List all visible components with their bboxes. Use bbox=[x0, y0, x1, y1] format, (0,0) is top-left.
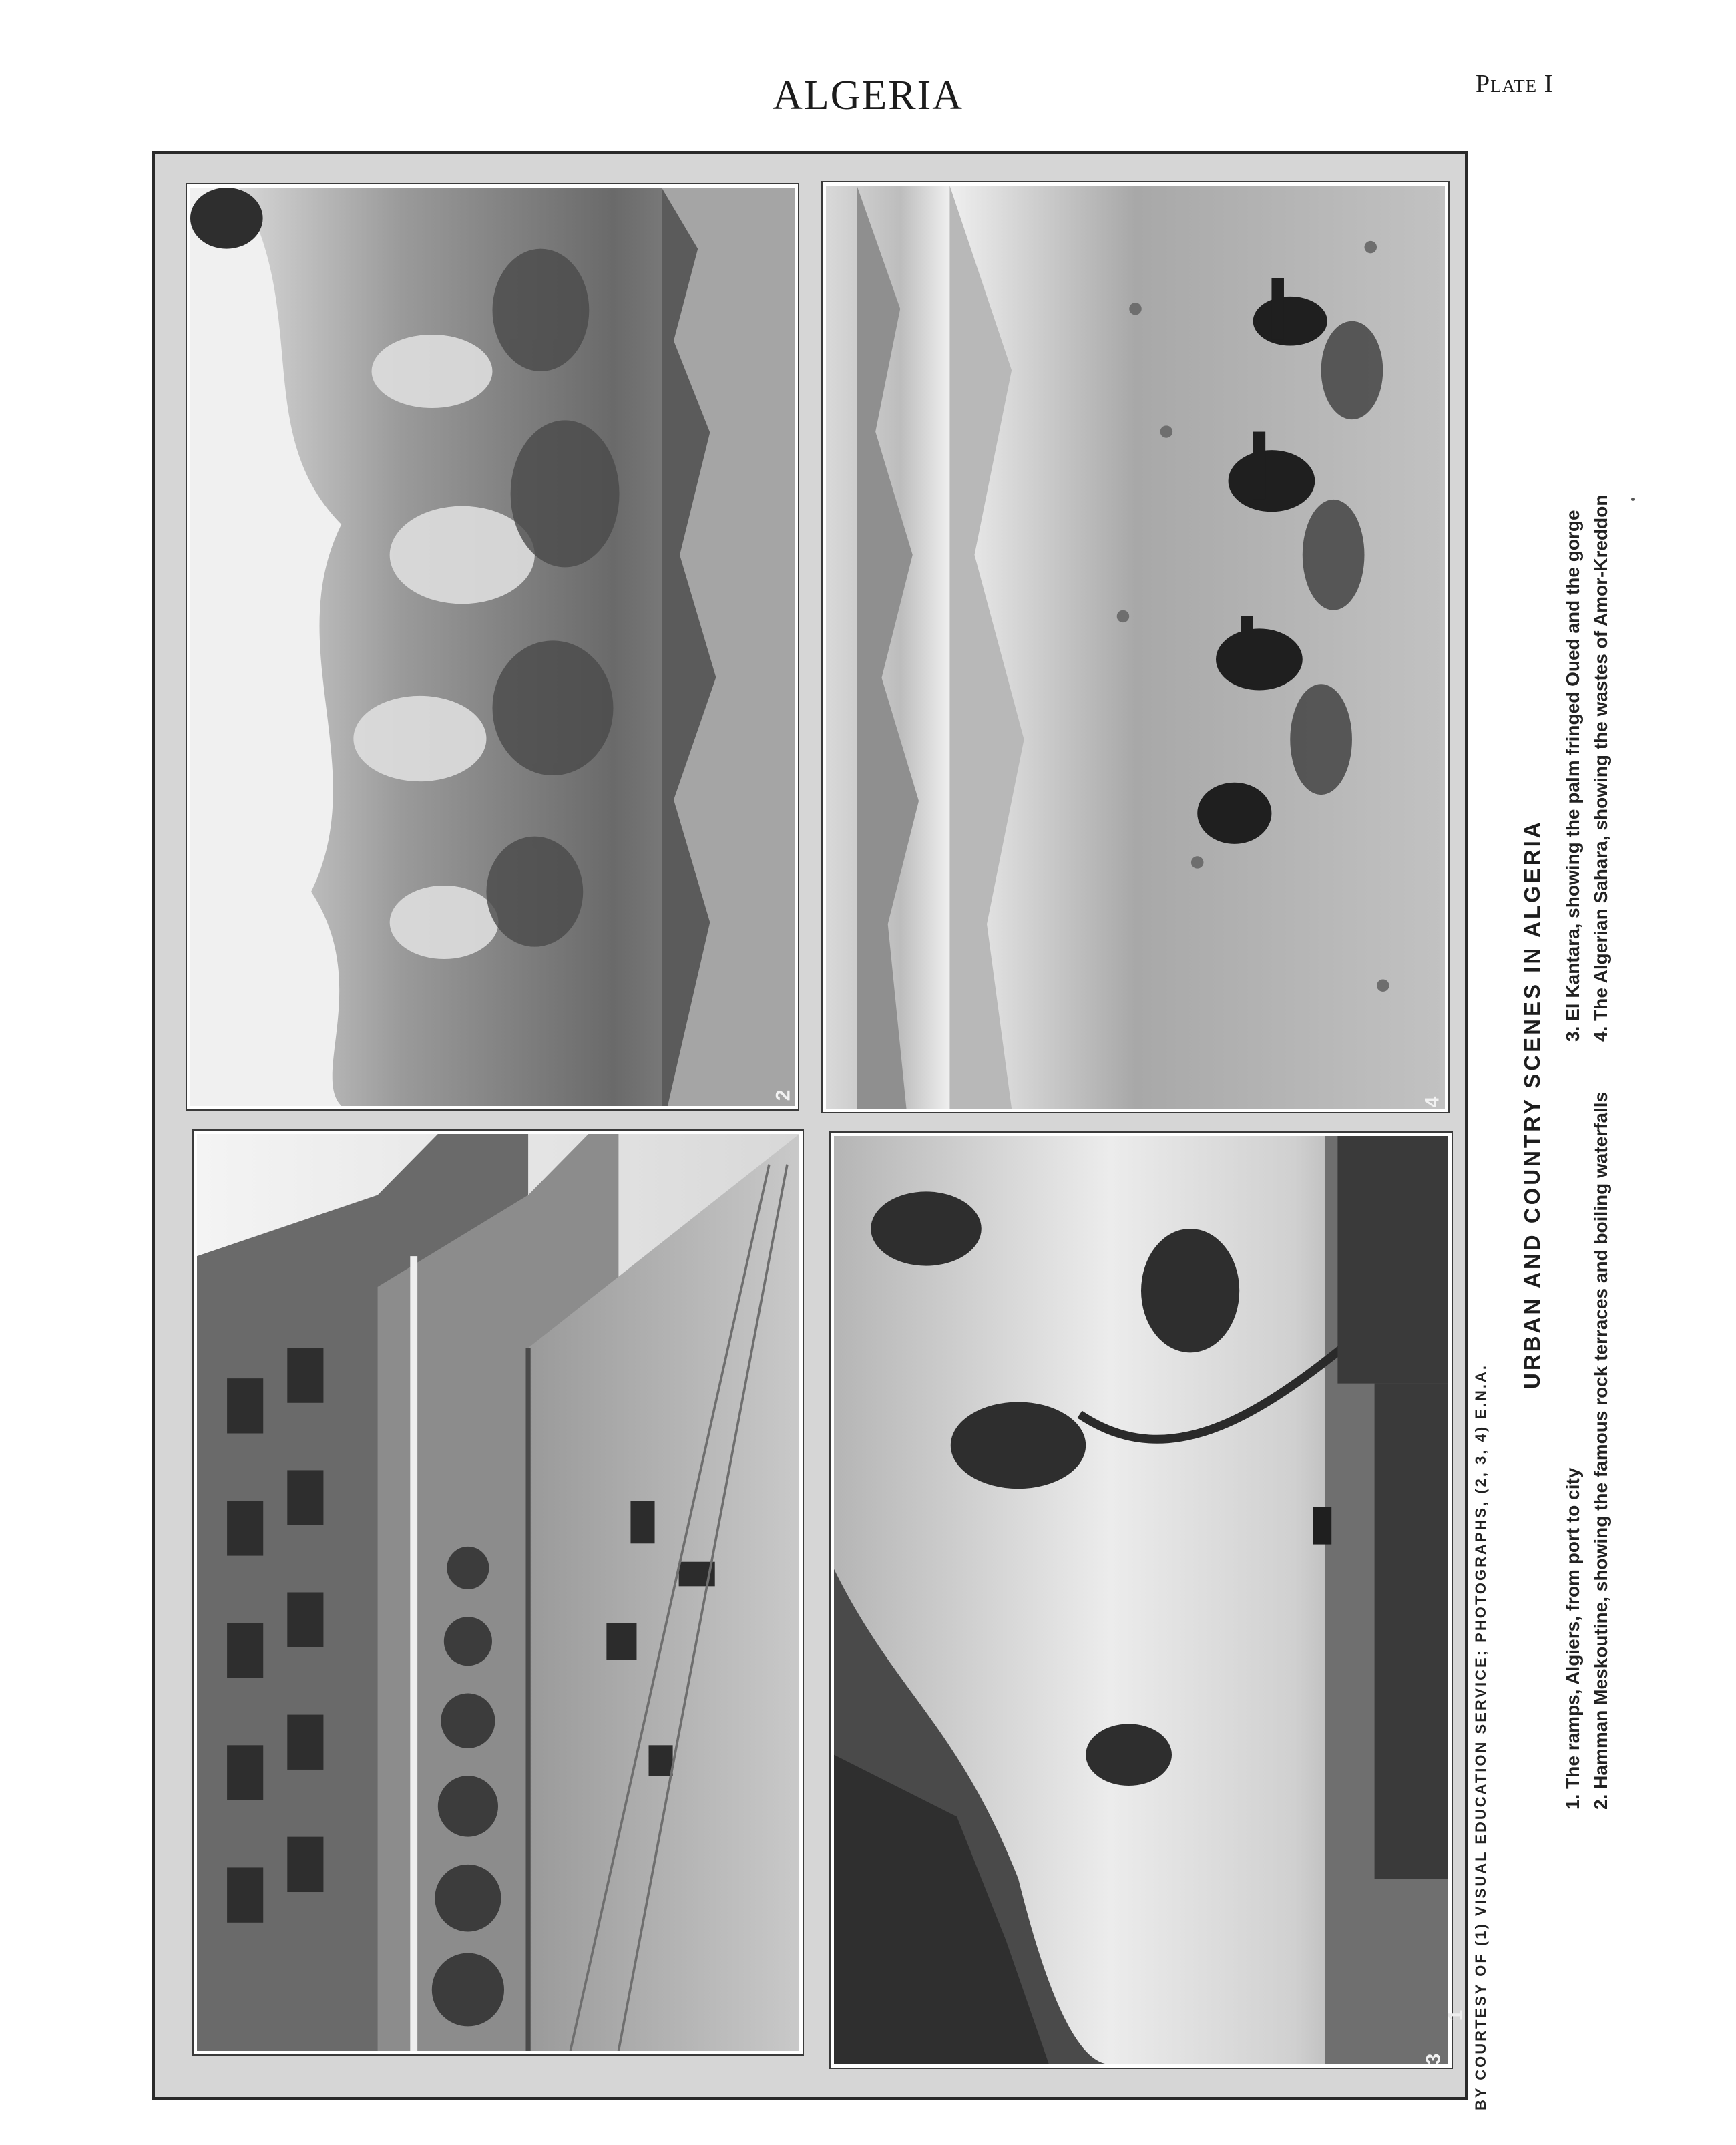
photo-1-image bbox=[197, 1134, 799, 2051]
photo-2-hamman-meskoutine bbox=[187, 184, 798, 1109]
photo-plate-frame bbox=[152, 151, 1468, 2100]
photo-4-number: 4 bbox=[1421, 1096, 1444, 1108]
plate-label: Plate I bbox=[1476, 70, 1554, 98]
photo-3-number: 3 bbox=[1422, 2053, 1445, 2065]
photo-1-number: 1 bbox=[1444, 2009, 1467, 2021]
photo-credit: BY COURTESY OF (1) VISUAL EDUCATION SERVICE; PHOTOGRAPHS, (2, 3, 4) E.N.A. bbox=[1472, 1363, 1489, 2110]
page-title: ALGERIA bbox=[772, 73, 964, 118]
photo-3-image bbox=[834, 1136, 1448, 2064]
stray-mark bbox=[1631, 498, 1635, 501]
photo-4-image bbox=[826, 186, 1445, 1109]
photo-2-number: 2 bbox=[772, 1089, 795, 1101]
caption-title: URBAN AND COUNTRY SCENES IN ALGERIA bbox=[1520, 819, 1544, 1389]
caption-item-4: 4. The Algerian Sahara, showing the wastes of Amor-Kreddon bbox=[1590, 494, 1611, 1042]
caption-item-1: 1. The ramps, Algiers, from port to city bbox=[1562, 1467, 1583, 1810]
photo-1-algiers-ramps bbox=[194, 1131, 803, 2054]
photo-4-algerian-sahara bbox=[823, 182, 1448, 1112]
caption-item-2: 2. Hamman Meskoutine, showing the famous rock terraces and boiling waterfalls bbox=[1590, 1091, 1611, 1810]
photo-2-image bbox=[190, 188, 795, 1106]
caption-item-3: 3. El Kantara, showing the palm fringed Oued and the gorge bbox=[1562, 510, 1583, 1042]
photo-3-el-kantara bbox=[831, 1133, 1452, 2068]
